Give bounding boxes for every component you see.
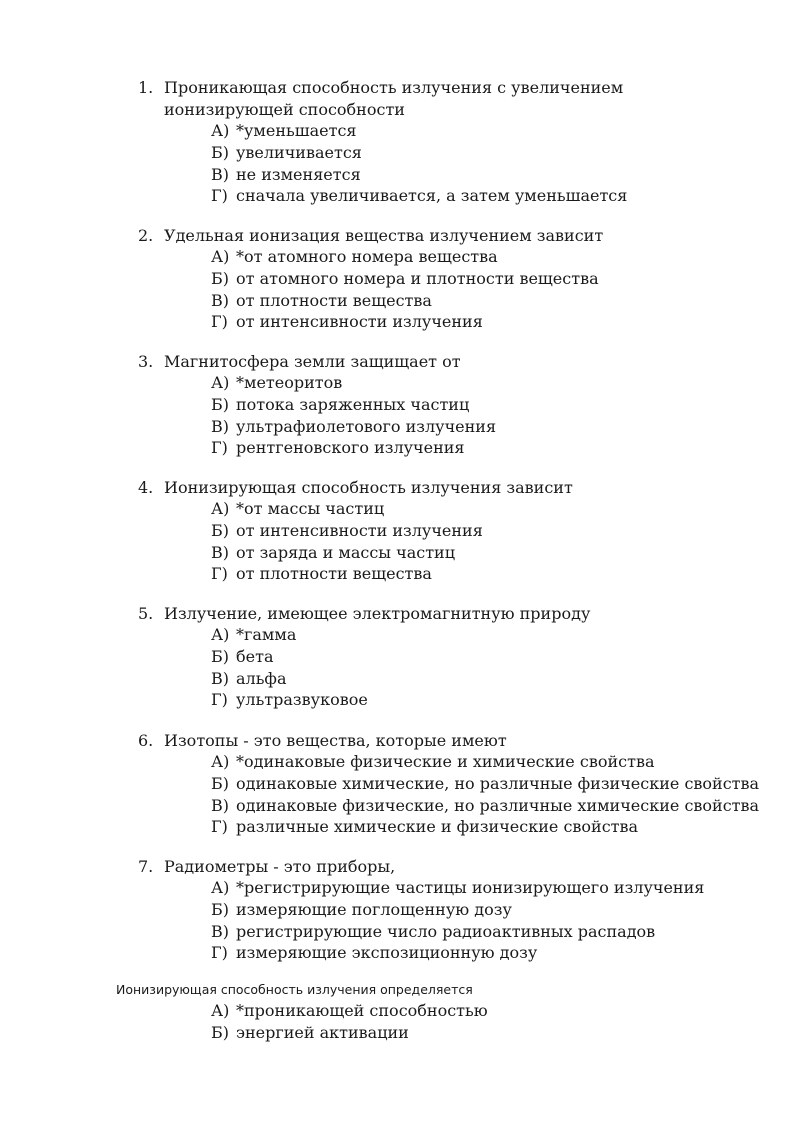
answer-letter: А)	[211, 752, 230, 771]
answer-text: альфа	[236, 668, 287, 688]
answer-letter: А)	[211, 499, 230, 518]
answer-text: от интенсивности излучения	[236, 520, 483, 540]
answer-letter: Г)	[211, 312, 228, 332]
question-text: Излучение, имеющее электромагнитную природу	[164, 604, 591, 623]
answer-letter: В)	[211, 290, 229, 310]
answer-text: различные химические и физические свойства	[236, 817, 639, 837]
answer-text: одинаковые химические, но различные физические свойства	[236, 773, 760, 793]
answer-text: увеличивается	[236, 142, 362, 162]
question-number: 5.	[138, 604, 154, 623]
answer-text: от заряда и массы частиц	[236, 542, 456, 562]
answer-text: от интенсивности излучения	[236, 312, 483, 332]
answer-letter: А)	[211, 121, 230, 140]
question-text: Ионизирующая способность излучения зависит	[164, 478, 573, 497]
answer-text: измеряющие поглощенную дозу	[236, 899, 512, 919]
question-number: 6.	[138, 731, 154, 750]
question-number: 7.	[138, 857, 154, 876]
question-number: 3.	[138, 352, 154, 371]
answer-letter: Б)	[211, 394, 229, 414]
answer-letter: Б)	[211, 773, 229, 793]
answer-text: регистрирующие число радиоактивных распадов	[236, 921, 656, 941]
answer-letter: Г)	[211, 943, 228, 963]
answer-text: сначала увеличивается, а затем уменьшается	[236, 186, 628, 206]
answer-letter: Б)	[211, 1022, 229, 1042]
answer-text: от атомного номера и плотности вещества	[236, 268, 599, 288]
question-text: Магнитосфера земли защищает от	[164, 352, 461, 371]
answer-letter: А)	[211, 878, 230, 897]
question-text: Проникающая способность излучения с увеличением ионизирующей способности	[164, 78, 624, 119]
question-text: Изотопы - это вещества, которые имеют	[164, 731, 507, 750]
answer-text: энергией активации	[236, 1022, 409, 1042]
answer-letter: В)	[211, 668, 229, 688]
answer-text: рентгеновского излучения	[236, 438, 465, 458]
answer-letter: А)	[211, 247, 230, 266]
answer-letter: Б)	[211, 142, 229, 162]
answer-letter: Г)	[211, 690, 228, 710]
answer-text: *регистрирующие частицы ионизирующего излучения	[236, 878, 705, 897]
answer-letter: Б)	[211, 268, 229, 288]
answer-text: не изменяется	[236, 164, 361, 184]
answer-text: ультразвуковое	[236, 690, 368, 710]
question-text: Радиометры - это приборы,	[164, 857, 396, 876]
answer-text: *уменьшается	[236, 121, 357, 140]
answer-letter: Б)	[211, 899, 229, 919]
question-number: 2.	[138, 226, 154, 245]
answer-letter: Г)	[211, 817, 228, 837]
extra-question-text: Ионизирующая способность излучения определяется	[116, 982, 473, 997]
answer-text: бета	[236, 646, 274, 666]
answer-text: *от атомного номера вещества	[236, 247, 498, 266]
answer-letter: А)	[211, 625, 230, 644]
question-number: 1.	[138, 78, 154, 97]
answer-letter: Г)	[211, 438, 228, 458]
answer-text: от плотности вещества	[236, 564, 432, 584]
question-number: 4.	[138, 478, 154, 497]
answer-text: *проникающей способностью	[236, 1001, 488, 1020]
answer-letter: В)	[211, 416, 229, 436]
answer-letter: В)	[211, 921, 229, 941]
answer-text: измеряющие экспозиционную дозу	[236, 943, 538, 963]
answer-text: одинаковые физические, но различные химические свойства	[236, 795, 760, 815]
answer-text: *одинаковые физические и химические свойства	[236, 752, 655, 771]
answer-letter: А)	[211, 373, 230, 392]
answer-text: от плотности вещества	[236, 290, 432, 310]
question-text: Удельная ионизация вещества излучением зависит	[164, 226, 604, 245]
answer-letter: Г)	[211, 186, 228, 206]
answer-letter: Б)	[211, 646, 229, 666]
answer-letter: В)	[211, 795, 229, 815]
answer-text: *метеоритов	[236, 373, 343, 392]
answer-letter: Г)	[211, 564, 228, 584]
answer-text: ультрафиолетового излучения	[236, 416, 497, 436]
answer-text: *гамма	[236, 625, 297, 644]
answer-letter: А)	[211, 1001, 230, 1020]
answer-letter: В)	[211, 164, 229, 184]
answer-letter: В)	[211, 542, 229, 562]
answer-text: потока заряженных частиц	[236, 394, 470, 414]
answer-text: *от массы частиц	[236, 499, 385, 518]
answer-letter: Б)	[211, 520, 229, 540]
